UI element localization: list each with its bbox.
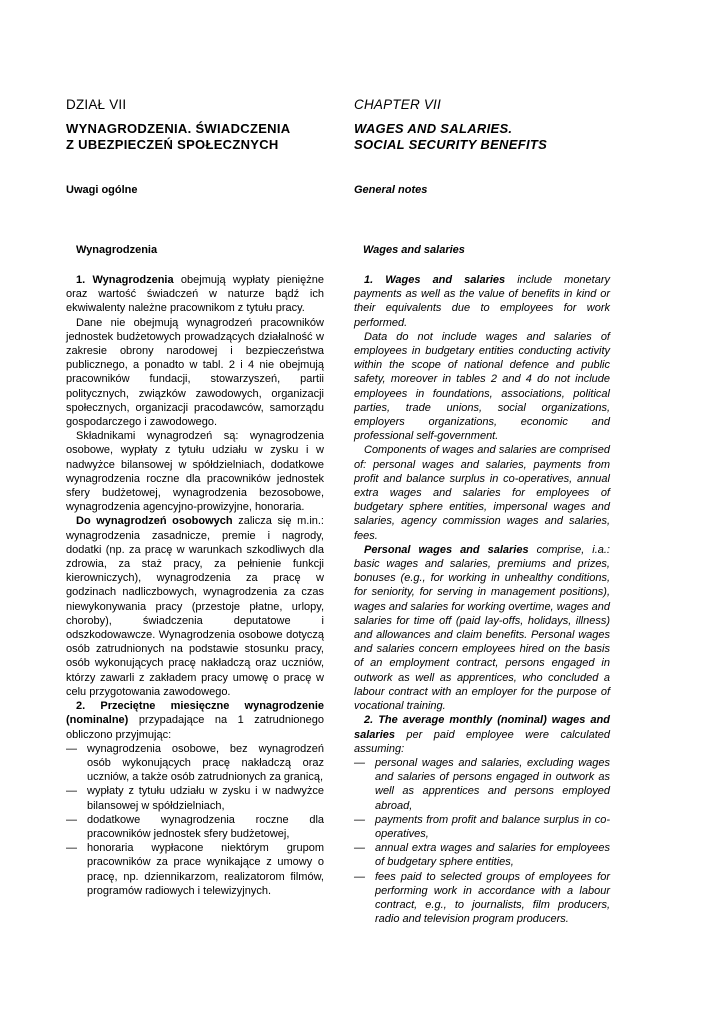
term-bold: Wynagrodzenia (92, 274, 174, 286)
general-notes-heading: Uwagi ogólne (66, 184, 138, 196)
term-bold: Wages and salaries (385, 274, 506, 286)
list-item-text: wynagrodzenia osobowe, bez wynagrodzeń osób wykonujących pracę nakładczą oraz uczniów, a także osób zatrudnionych za granicą, (87, 742, 324, 784)
chapter-heading: CHAPTER VII (354, 97, 441, 112)
list-item-text: personal wages and salaries, excluding wages and salaries of persons engaged in outwork as well as apprentices and persons employed abroad, (375, 756, 610, 812)
chapter-heading: DZIAŁ VII (66, 97, 127, 112)
term-bold: Do wynagrodzeń osobowych (76, 515, 233, 528)
list-item (354, 813, 610, 841)
term-bold: Personal wages and salaries (364, 543, 529, 556)
paragraph: Składnikami wynagrodzeń są: wynagrodzenia osobowe, wypłaty z tytułu udziału w zysku i w nadwyżce bilansowej w spółdzielniach, dodatkowe wynagrodzenia roczne dla pracowników jednostek sfery budżetowej, wynagrodzenia bezosobowe, wynagrodzenia agencyjno-prowizyjne, honoraria. (66, 430, 324, 514)
paragraph-text: obejmują wypłaty pieniężne oraz wartość świadczeń w naturze bądź ich ekwiwalenty należne pracownikom z tytułu pracy. (66, 274, 324, 315)
dash-marker: — (354, 756, 365, 769)
paragraph (354, 273, 610, 330)
list-item-text: payments from profit and balance surplus in co-operatives, (375, 813, 610, 840)
dash-marker: — (66, 813, 77, 826)
chapter-title-line2: Z UBEZPIECZEŃ SPOŁECZNYCH (66, 136, 279, 152)
dash-marker: — (354, 813, 365, 826)
paragraph: Dane nie obejmują wynagrodzeń pracowników jednostek budżetowych prowadzących działalność w zakresie obrony narodowej i bezpieczeństwa publicznego, a ponadto w tabl. 2 i 4 nie obejmują pracowników fundacji, stowarzyszeń, partii politycznych, związków zawodowych, organizacji społecznych, organizacji pracodawców, samorządu gospodarczego i zawodowego. (66, 316, 324, 429)
chapter-title-line1: WAGES AND SALARIES. (354, 121, 513, 136)
general-notes-heading: General notes (354, 184, 428, 196)
list-item (66, 841, 324, 898)
section-heading: Wynagrodzenia (76, 244, 158, 256)
polish-body (66, 273, 324, 898)
paragraph (354, 543, 610, 713)
paragraph-text: per paid employee were calculated assuming: (354, 728, 610, 755)
dash-marker: — (354, 842, 365, 855)
english-body (354, 273, 610, 926)
paragraph (354, 713, 610, 756)
list-item-text: honoraria wypłacone niektórym grupom pracowników za prace wynikające z umowy o pracę, np. dziennikarzom, realizatorom filmów, programów radiowych i telewizyjnych. (87, 842, 324, 897)
list-item (354, 870, 610, 927)
english-column (354, 97, 610, 152)
paragraph (66, 273, 324, 316)
list-item-text: annual extra wages and salaries for employees of budgetary sphere entities, (375, 842, 610, 869)
list-item (66, 742, 324, 785)
paragraph: Components of wages and salaries are comprised of: personal wages and salaries, payments from profit and balance surplus in co-operatives, annual extra wages and salaries for employees of budgetary sphere entities, impersonal wages and salaries, agency commission wages and salaries, fees. (354, 444, 610, 542)
list-item (354, 756, 610, 813)
list-item-text: fees paid to selected groups of employees for performing work in accordance with a labour contract, e.g., to journalists, film producers, radio and television program producers. (375, 870, 610, 926)
dash-marker: — (66, 742, 77, 755)
dash-marker: — (354, 870, 365, 883)
chapter-title-line1: WYNAGRODZENIA. ŚWIADCZENIA (66, 121, 291, 136)
list-item-text: dodatkowe wynagrodzenia roczne dla pracowników jednostek sfery budżetowej, (87, 813, 324, 840)
section-heading: Wages and salaries (363, 244, 465, 256)
paragraph-text: include monetary payments as well as the value of benefits in kind or their equivalents due to employees for work performed. (354, 274, 611, 329)
list-item-text: wypłaty z tytułu udziału w zysku i w nadwyżce bilansowej w spółdzielniach, (87, 785, 324, 812)
term-bold: 2. Przeciętne miesięczne wynagrodzenie (nominalne) (66, 700, 324, 727)
dash-marker: — (66, 842, 77, 855)
list-item (66, 784, 324, 812)
paragraph-text: comprise, i.a.: basic wages and salaries, premiums and prizes, bonuses (e.g., for working in unhealthy conditions, for seniority, for serving in management positions), wages and salaries for working overtime, wages and salaries for time off (paid lay-offs, holidays, illness) and allowances and claim benefits. Personal wages and salaries concern employees hired on the basis of an employment contract, persons engaged in outwork as well as apprentices, who concluded a labour contract with an employer for the purpose of vocational training. (354, 543, 610, 713)
paragraph (66, 514, 324, 699)
paragraph-text: zalicza się m.in.: wynagrodzenia zasadnicze, premie i nagrody, dodatki (np. za pracę w warunkach szkodliwych dla zdrowia, za staż pracy, za pełnienie funkcji kierowniczych), wynagrodzenia za pracę w godzinach nadliczbowych, wynagrodzenia za czas niewykonywania pracy (przestoje płatne, urlopy, choroby), świadczenia deputatowe i odszkodowawcze. Wynagrodzenia osobowe dotyczą osób zatrudnionych na podstawie stosunku pracy, osób wykonujących pracę nakładczą oraz uczniów, którzy zawarli z zakładem pracy umowę o pracę w celu przygotowania zawodowego. (66, 515, 324, 698)
polish-column (66, 97, 324, 152)
list-item (354, 841, 610, 869)
chapter-title-line2: SOCIAL SECURITY BENEFITS (354, 136, 548, 152)
paragraph-number: 1. (364, 274, 386, 286)
list-item (66, 813, 324, 841)
paragraph: Data do not include wages and salaries of employees in budgetary entities conducting activity within the scope of national defence and public safety, moreover in tables 2 and 4 do not include employees in foundations, associations, political parties, trade unions, social organizations, employers organizations, economic and professional self-government. (354, 330, 610, 443)
paragraph (66, 699, 324, 742)
term-bold: 2. The average monthly (nominal) wages and salaries (354, 714, 610, 741)
dash-marker: — (66, 785, 77, 798)
paragraph-number: 1. (76, 274, 93, 286)
paragraph-text: przypadające na 1 zatrudnionego obliczono przyjmując: (66, 714, 324, 741)
